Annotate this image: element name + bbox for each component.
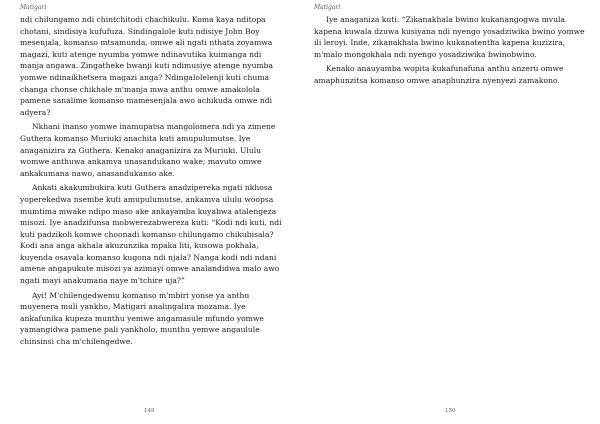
body-text xyxy=(314,14,588,90)
paragraph: ndi chilungamo ndi chintchitodi chachikulu. Koma kaya nditopa chotani, sindisiya kufufuza. Sindingalole kuti ndisiye John Boy mesenjala, komanso mtsamunda, omwe ali ngati nthata zoyamwa magazi, kuti atenge nyumba yomwe ndinavutika kuimanga ndi manja angawa. Zingatheke bwanji kuti ndimusiye atenge nyumba yomwe ndinaikhetsera magazi anga? Ndingalolelenji kuti chuma changa chonse chikhale m'manja mwa anthu omwe amakolola pamene sanalime komanso mamesenjala awo achikuda omwe ndi adyera? xyxy=(20,15,274,117)
paragraph: Nkhani inanso yomwe inamupatsa mangolomera ndi ya zimene Guthera komanso Muriuki anachita kuti amupulumutse. Iye anaganizira za Guthera. Kenako anaganizira za Muriuki. Ululu womwe anthuwa ankamva unasandukano wake; mavuto omwe ankakumana nawo, anasandukanso ake. xyxy=(20,122,276,178)
paragraph: Ankati akakumbukira kuti Guthera anadzipereka ngati nkhosa yoperekedwa nsembe kuti amupulumutse, ankamva ululu woopsa mumtima mwake ndipo maso ake ankayamba kuyabwa atalengeza misozi. Iye anadzifunsa mobwerezabwereza kuti: “Kodi ndi kuti, ndi kuti padzikoli komwe choonadi komanso chilungamo chikubisala? Kodi ana anga akhala akuzunzika mpaka liti, kusowa pokhala, kuyenda osavala komanso kugona ndi njala? Nanga kodi ndi ndani amene angapukute misozi ya azimayi omwe analandidwa malo awo ngati mayi anakumana naye m'tchire uja?” xyxy=(20,183,282,286)
body-text xyxy=(20,14,282,351)
running-head: Matigari xyxy=(314,4,341,11)
page-number: 150 xyxy=(445,408,456,414)
paragraph: Kenako anauyamba wopita kukafunafuna anthu anzeru omwe amaphunzitsa komanso omwe anaphunzira nyenyezi zamakono. xyxy=(314,64,564,85)
paragraph: Ayi! M'chilengedwemu komanso m'mbiri yonse ya anthu muyenera muli yankho, Matigari analingalira mozama. Iye ankafunika kupeza munthu yemwe angamasule mfundo yomwe yamangidwa pamene pali yankholo, munthu yemwe angaulule chinsinsi cha m'chilengedwe. xyxy=(20,290,264,347)
page-number: 149 xyxy=(144,408,155,414)
paragraph: Iye anaganiza kuti: “Zikanakhala bwino kukanangogwa mvula kapena kuwala dzuwa kusiyana ndi nyengo yosadziwika bwino yomwe ili leroyi. Inde, zikanakhala bwino kukanatentha kapena kuzizira, m'malo mongokhala ndi nyengo yosadziwika bwinobwino. xyxy=(314,15,585,59)
running-head: Matigari xyxy=(20,4,47,11)
right-page xyxy=(300,0,600,424)
